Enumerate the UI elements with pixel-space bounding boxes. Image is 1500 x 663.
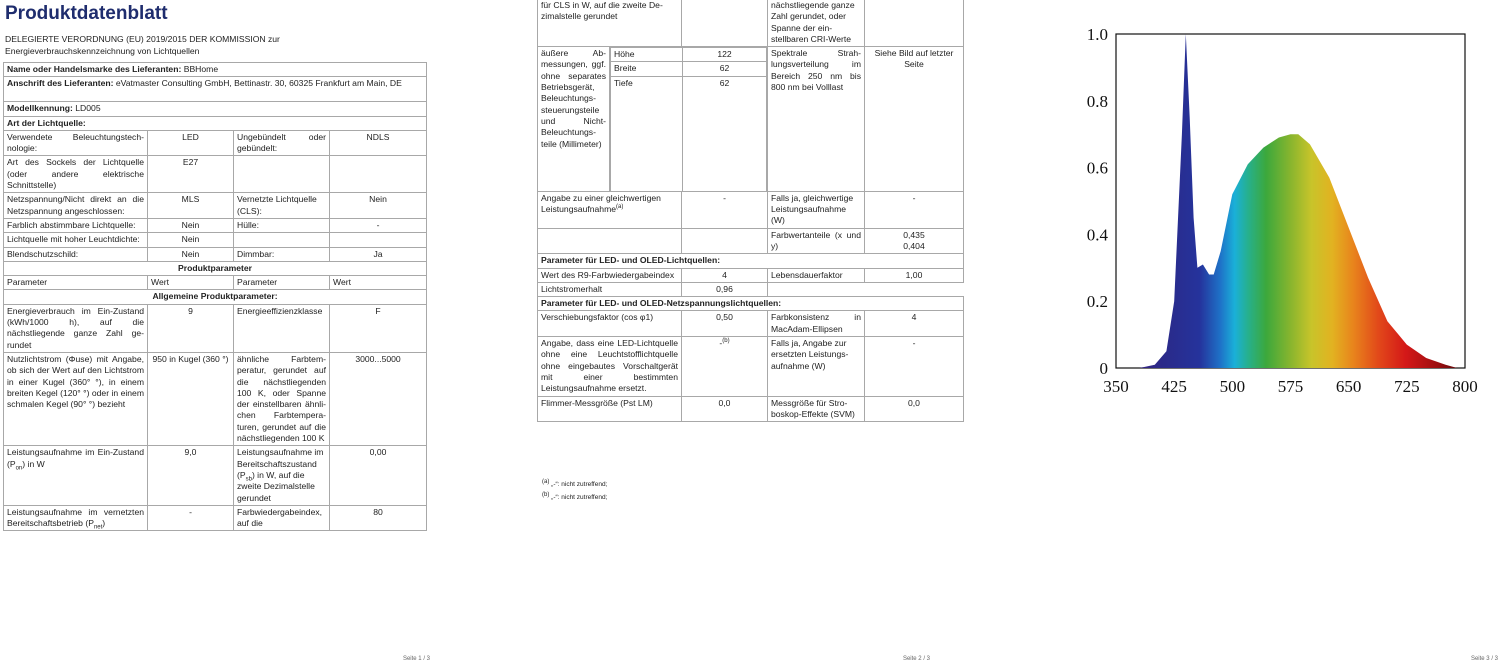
model-row	[4, 102, 427, 116]
value-cell: Nein	[148, 218, 234, 232]
cct-value: 3000...5000	[330, 352, 427, 445]
spectral-value: Siehe Bild auf letzter Seite	[865, 47, 964, 192]
flicker-label: Flimmer-Messgröße (Pst LM)	[538, 396, 682, 422]
dimensions-label: äußere Abmessungen, ggf. ohne separates Betriebsgerät, Beleuchtungssteuerungsteile und Nicht-Beleuchtungsteile (Millimeter)	[538, 47, 610, 192]
dimension-name: Höhe	[611, 48, 683, 62]
page-title: Produktdatenblatt	[5, 3, 168, 24]
param-cell	[234, 156, 330, 193]
param-cell: Lichtquelle mit hoher Leuchtdichte:	[4, 233, 148, 247]
column-header-row	[4, 276, 427, 290]
datasheet-page-2	[500, 0, 1000, 663]
mains-params-header: Parameter für LED- und OLED-Netzspannungslichtquellen:	[538, 297, 964, 311]
flux-value: 950 in Kugel (360 °)	[148, 352, 234, 445]
life-value: 1,00	[865, 268, 964, 282]
dimension-value: 62	[683, 76, 767, 191]
spectrum-area	[1116, 34, 1465, 368]
dimensions-cell	[610, 47, 768, 192]
led-params-header: Parameter für LED- und OLED-Lichtquellen:	[538, 254, 964, 268]
value-cell: -	[330, 218, 427, 232]
table-row	[4, 233, 427, 247]
on-power-value: 9,0	[148, 446, 234, 505]
table-row	[538, 337, 964, 396]
table-row	[538, 47, 964, 192]
cri-label: Farbwiedergabeindex, auf die	[234, 505, 330, 531]
footnote-a: $^{(a)}$ „-“: nicht zutreffend;	[542, 478, 608, 488]
energy-value: 9	[148, 304, 234, 352]
dimension-row	[611, 76, 767, 191]
supplier-name-label: Name oder Handelsmarke des Lieferanten:	[7, 64, 182, 74]
r9-label: Wert des R9-Farbwiedergabeindex	[538, 268, 682, 282]
strobe-label: Messgröße für Stroboskop-Effekte (SVM)	[768, 396, 865, 422]
regulation-subtitle: DELEGIERTE VERORDNUNG (EU) 2019/2015 DER KOMMISSION zur Energieverbrauchskennzeichnung von Lichtquellen	[5, 34, 280, 56]
energy-label: Energieverbrauch im Ein-Zustand (kWh/1000 h), auf die nächstliegende ganze Zahl gerundet	[4, 304, 148, 352]
dimension-row	[611, 62, 767, 76]
dimension-name: Tiefe	[611, 76, 683, 191]
energy-class-value: F	[330, 304, 427, 352]
x-tick-label: 650	[1335, 377, 1362, 396]
value-cell: Ja	[330, 247, 427, 261]
param-cell: Ungebündelt oder gebündelt:	[234, 130, 330, 156]
col-header-value: Wert	[148, 276, 234, 290]
flux-maint-value: 0,96	[682, 282, 768, 296]
light-type-header: Art der Lichtquelle:	[4, 116, 427, 130]
table-row	[4, 156, 427, 193]
table-row	[4, 193, 427, 219]
param-cell: Vernetzte Lichtquelle (CLS):	[234, 193, 330, 219]
standby-label: Leistungsaufnahme im Bereitschaftszustand $(P_{sb})$ in W, auf die zweite Dezimalstelle gerundet	[234, 446, 330, 505]
strobe-value: 0,0	[865, 396, 964, 422]
dimension-value: 62	[683, 62, 767, 76]
cct-label: ähnliche Farbtemperatur, gerundet auf die nächstliegenden 100 K, oder Spanne der einstellbaren ähnlichen Farbtemperaturen, gerundet auf die nächstliegenden 100 K	[234, 352, 330, 445]
y-tick-label: 0.4	[1086, 225, 1108, 245]
value-cell: Nein	[330, 193, 427, 219]
chroma-value: 0,435 0,404	[865, 228, 964, 254]
shift-label: Verschiebungsfaktor (cos φ1)	[538, 311, 682, 337]
supplier-address-label: Anschrift des Lieferanten:	[7, 78, 114, 89]
equiv-right-label: Falls ja, gleichwertige Leistungsaufnahme (W)	[768, 191, 865, 228]
datasheet-table-page2	[537, 0, 964, 422]
net-standby-label: Leistungsaufnahme im vernetzten Bereitschaftsbetrieb $(P_{net})$	[4, 505, 148, 531]
table-row	[538, 228, 964, 254]
page-number: Seite 1 / 3	[402, 656, 430, 662]
standby-value: 0,00	[330, 446, 427, 505]
datasheet-page-1	[0, 0, 500, 663]
empty-cell	[682, 228, 768, 254]
equiv-label: Angabe zu einer gleichwertigen Leistungsaufnahme$^{(a)}$	[538, 191, 682, 228]
table-row	[4, 247, 427, 261]
dimensions-table	[610, 47, 767, 191]
table-row	[4, 505, 427, 531]
param-cell: Blendschutzschild:	[4, 247, 148, 261]
col-header-param: Parameter	[234, 276, 330, 290]
param-cell: Farblich abstimmbare Lichtquelle:	[4, 218, 148, 232]
continuation-right: nächstliegende ganze Zahl gerundet, oder Spanne der einstellbaren CRI-Werte	[768, 0, 865, 47]
empty-cell	[768, 282, 964, 296]
y-tick-label: 1.0	[1086, 25, 1108, 44]
y-tick-label: 0.6	[1086, 158, 1108, 178]
life-label: Lebensdauerfaktor	[768, 268, 865, 282]
model-value: LD005	[75, 103, 101, 114]
supplier-name-row	[4, 63, 427, 77]
flicker-value: 0,0	[682, 396, 768, 422]
empty-cell	[865, 0, 964, 47]
value-cell: E27	[148, 156, 234, 193]
product-params-header: Produktparameter	[4, 261, 427, 275]
datasheet-table-page1	[3, 62, 427, 531]
x-tick-label: 350	[1103, 377, 1129, 396]
replace-right-label: Falls ja, Angabe zur ersetzten Leistungsaufnahme (W)	[768, 337, 865, 396]
param-cell: Netzspannung/Nicht direkt an die Netzspannung angeschlossen:	[4, 193, 148, 219]
replace-right-value: -	[865, 337, 964, 396]
table-row	[4, 352, 427, 445]
footnote-b: $^{(b)}$ „-“: nicht zutreffend;	[542, 491, 608, 501]
table-row	[4, 218, 427, 232]
table-row	[538, 268, 964, 282]
y-tick-label: 0.8	[1086, 91, 1108, 111]
table-row	[538, 0, 964, 47]
param-cell: Art des Sockels der Lichtquelle (oder andere elektrische Schnittstelle)	[4, 156, 148, 193]
consistency-value: 4	[865, 311, 964, 337]
cri-value: 80	[330, 505, 427, 531]
empty-cell	[538, 228, 682, 254]
equiv-right-value: -	[865, 191, 964, 228]
dimension-name: Breite	[611, 62, 683, 76]
replace-value: -$^{(b)}$	[682, 337, 768, 396]
model-label: Modellkennung:	[7, 103, 73, 114]
supplier-name-value: BBHome	[183, 64, 219, 74]
datasheet-page-3	[1000, 0, 1500, 663]
x-tick-label: 575	[1277, 377, 1304, 396]
flux-label: Nutzlichtstrom (Φuse) mit Angabe, ob sich der Wert auf den Lichtstrom in einer Kugel (360° °), in einem breiten Kegel (120° °) oder in einem schmalen Kegel (90° °) bezieht	[4, 352, 148, 445]
y-tick-label: 0	[1099, 359, 1108, 378]
value-cell: LED	[148, 130, 234, 156]
param-cell: Hülle:	[234, 218, 330, 232]
dimension-value: 122	[683, 48, 767, 62]
chroma-label: Farbwertanteile (x und y)	[768, 228, 865, 254]
value-cell: Nein	[148, 247, 234, 261]
x-tick-label: 500	[1219, 377, 1246, 396]
shift-value: 0,50	[682, 311, 768, 337]
value-cell	[330, 233, 427, 247]
replace-label: Angabe, dass eine LED-Lichtquelle ohne eine Leuchtstofflichtquelle ohne eingebautes Vorschaltgerät mit einer bestimmten Leistungsaufnahme ersetzt.	[538, 337, 682, 396]
dimension-row	[611, 48, 767, 62]
page-number: Seite 3 / 3	[1470, 656, 1498, 662]
x-tick-label: 800	[1452, 377, 1478, 396]
table-row	[4, 304, 427, 352]
page-number: Seite 2 / 3	[902, 656, 930, 662]
x-tick-label: 725	[1394, 377, 1420, 396]
col-header-value: Wert	[330, 276, 427, 290]
value-cell: Nein	[148, 233, 234, 247]
table-row	[538, 311, 964, 337]
supplier-address-value: eVatmaster Consulting GmbH, Bettinastr. 30, 60325 Frankfurt am Main, DE	[115, 78, 402, 89]
flux-maint-label: Lichtstromerhalt	[538, 282, 682, 296]
table-row	[4, 446, 427, 505]
table-row	[538, 191, 964, 228]
table-row	[538, 282, 964, 296]
param-cell	[234, 233, 330, 247]
r9-value: 4	[682, 268, 768, 282]
energy-class-label: Energieeffizienzklasse	[234, 304, 330, 352]
x-tick-label: 425	[1161, 377, 1187, 396]
value-cell: NDLS	[330, 130, 427, 156]
supplier-address-row	[4, 77, 427, 102]
on-power-label: Leistungsaufnahme im Ein-Zustand $(P_{on})$ in W	[4, 446, 148, 505]
value-cell: MLS	[148, 193, 234, 219]
continuation-left: für CLS in W, auf die zweite Dezimalstelle gerundet	[538, 0, 682, 47]
spectral-distribution-chart	[1000, 0, 1500, 663]
consistency-label: Farbkonsistenz in MacAdam-Ellipsen	[768, 311, 865, 337]
col-header-param: Parameter	[4, 276, 148, 290]
net-standby-value: -	[148, 505, 234, 531]
value-cell	[330, 156, 427, 193]
y-tick-label: 0.2	[1086, 292, 1108, 312]
table-row	[4, 130, 427, 156]
equiv-value: -	[682, 191, 768, 228]
general-params-header: Allgemeine Produktparameter:	[4, 290, 427, 304]
table-row	[538, 396, 964, 422]
param-cell: Verwendete Beleuchtungstechnologie:	[4, 130, 148, 156]
param-cell: Dimmbar:	[234, 247, 330, 261]
empty-cell	[682, 0, 768, 47]
spectral-label: Spektrale Strahlungsverteilung im Bereich 250 nm bis 800 nm bei Volllast	[768, 47, 865, 192]
